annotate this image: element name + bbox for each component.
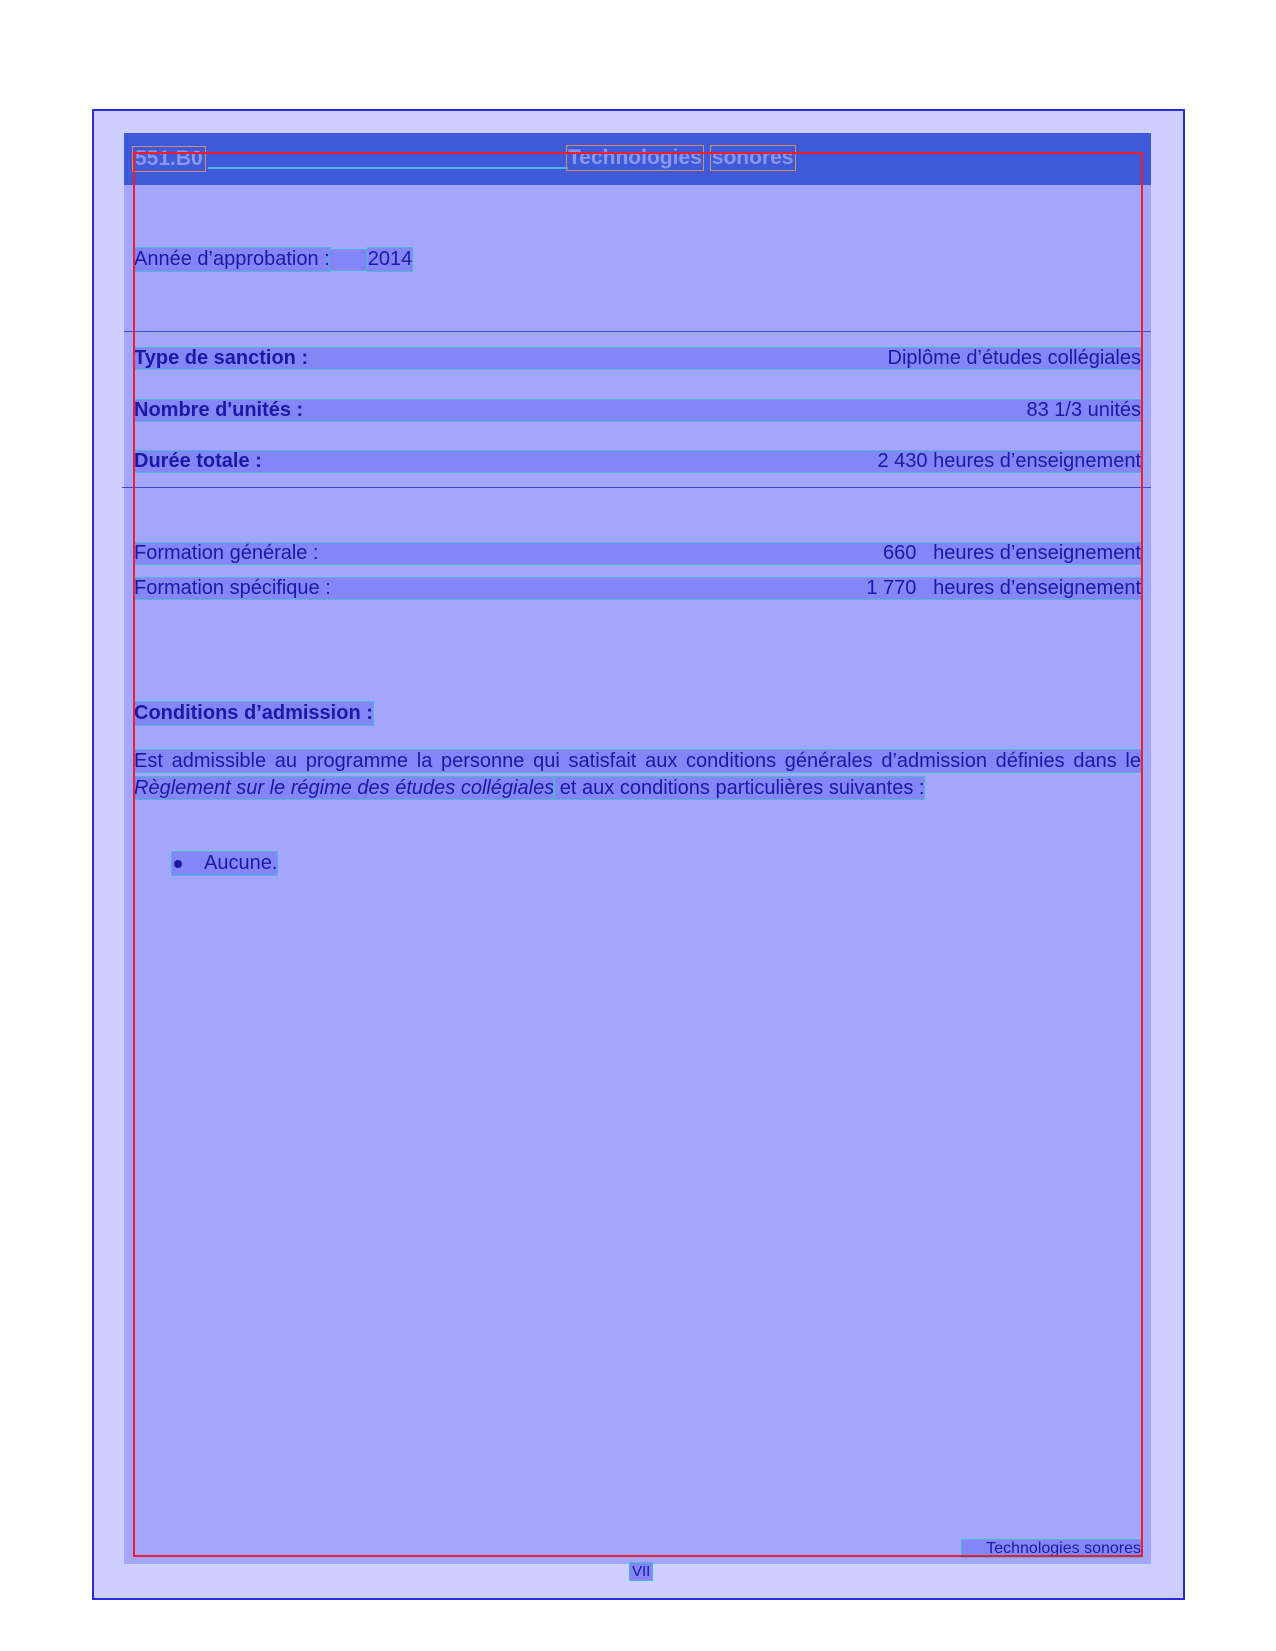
- units-label: Nombre d'unités :: [134, 399, 304, 421]
- general-training-value: 660 heures d’enseignement: [883, 542, 1141, 564]
- program-title-word-2: sonores: [711, 146, 794, 169]
- sanction-value: Diplôme d’études collégiales: [887, 347, 1141, 369]
- units-value: 83 1/3 unités: [1026, 399, 1141, 421]
- admission-item-text: Aucune.: [204, 852, 278, 874]
- approval-year: 2014: [367, 248, 413, 270]
- admission-text-after: et aux conditions particulières suivantes :: [554, 776, 925, 799]
- sanction-label: Type de sanction :: [134, 347, 309, 369]
- approval-gap: [330, 250, 368, 270]
- sanction-row: [134, 348, 1141, 369]
- admission-title: Conditions d’admission :: [134, 702, 373, 724]
- duration-row: [134, 451, 1141, 472]
- approval-year-row: [134, 248, 412, 271]
- approval-label: Année d’approbation :: [134, 248, 330, 270]
- duration-label: Durée totale :: [134, 450, 262, 472]
- regulation-name: Règlement sur le régime des études collégiales: [134, 776, 555, 799]
- specific-training-row: [134, 578, 1141, 599]
- admission-paragraph: [134, 748, 1141, 801]
- duration-value: 2 430 heures d’enseignement: [877, 450, 1141, 472]
- section-rule-top: [124, 331, 1151, 332]
- specific-training-value: 1 770 heures d’enseignement: [866, 577, 1141, 599]
- footer-title: Technologies sonores: [962, 1540, 1141, 1557]
- units-row: [134, 400, 1141, 421]
- admission-list-item: [172, 852, 277, 875]
- program-title-word-1: Technologies: [568, 146, 702, 169]
- general-training-label: Formation générale :: [134, 542, 319, 564]
- page-number: VII: [632, 1563, 651, 1580]
- program-code: 551.B0: [135, 147, 203, 170]
- program-title: [567, 146, 795, 170]
- admission-text-before: Est admissible au programme la personne qui satisfait aux conditions générales d’admission définies dans le: [134, 750, 1141, 772]
- specific-training-label: Formation spécifique :: [134, 577, 331, 599]
- general-training-row: [134, 543, 1141, 564]
- bullet-icon: [174, 860, 182, 868]
- section-rule-bottom: [122, 487, 1151, 488]
- header-divider: [208, 167, 568, 169]
